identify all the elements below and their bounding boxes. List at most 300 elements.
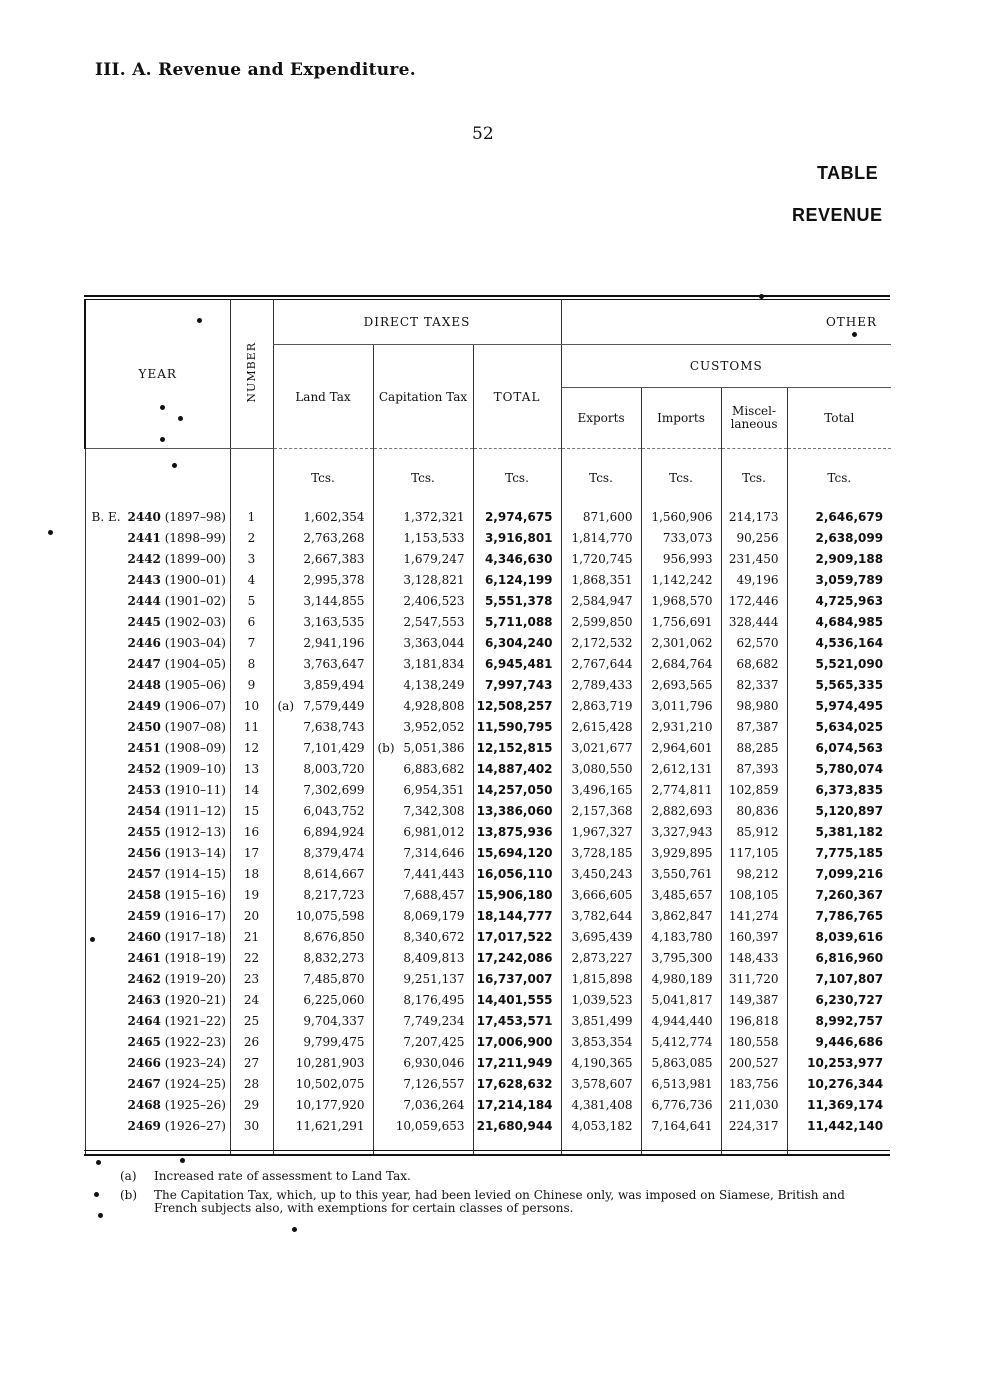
land-tax-value: 2,667,383: [303, 551, 365, 566]
unit-label: Tcs.: [373, 450, 473, 506]
buddhist-era-year: 2444: [127, 593, 161, 608]
miscellaneous-cell: 85,912: [721, 821, 787, 842]
capitation-tax-cell: [373, 569, 473, 590]
land-tax-value: 8,217,723: [303, 887, 365, 902]
land-tax-cell: [273, 737, 373, 758]
buddhist-era-year: 2469: [127, 1118, 161, 1133]
capitation-tax-cell: [373, 884, 473, 905]
top-rule: [84, 295, 890, 297]
direct-total-cell: 7,997,743: [473, 674, 561, 695]
direct-taxes-header: DIRECT TAXES: [273, 300, 561, 345]
land-tax-value: 2,995,378: [303, 572, 365, 587]
row-number: 15: [230, 800, 273, 821]
land-tax-cell: [273, 569, 373, 590]
land-tax-cell: [273, 506, 373, 527]
year-cell: [85, 527, 230, 548]
capitation-tax-value: 8,176,495: [403, 992, 465, 1007]
year-cell: [85, 842, 230, 863]
exports-cell: 4,053,182: [561, 1115, 641, 1136]
exports-cell: 3,782,644: [561, 905, 641, 926]
customs-total-cell: 7,775,185: [787, 842, 891, 863]
exports-cell: 2,584,947: [561, 590, 641, 611]
direct-total-cell: 12,152,815: [473, 737, 561, 758]
direct-total-cell: 17,017,522: [473, 926, 561, 947]
miscellaneous-cell: 82,337: [721, 674, 787, 695]
common-era-years: (1900–01): [164, 572, 226, 587]
capitation-tax-value: 8,069,179: [403, 908, 465, 923]
imports-cell: 1,968,570: [641, 590, 721, 611]
capitation-tax-cell: [373, 1010, 473, 1031]
customs-total-cell: 5,521,090: [787, 653, 891, 674]
exports-cell: 2,873,227: [561, 947, 641, 968]
row-number: 24: [230, 989, 273, 1010]
customs-total-cell: 7,786,765: [787, 905, 891, 926]
buddhist-era-year: 2460: [127, 929, 161, 944]
row-number: 16: [230, 821, 273, 842]
imports-cell: 2,964,601: [641, 737, 721, 758]
customs-total-header: Total: [787, 388, 891, 449]
imports-cell: 1,756,691: [641, 611, 721, 632]
buddhist-era-year: 2451: [127, 740, 161, 755]
land-tax-value: 8,379,474: [303, 845, 365, 860]
customs-header: CUSTOMS: [561, 345, 891, 388]
buddhist-era-year: 2468: [127, 1097, 161, 1112]
common-era-years: (1917–18): [164, 929, 226, 944]
page-number: 52: [472, 124, 494, 144]
exports-cell: 3,578,607: [561, 1073, 641, 1094]
buddhist-era-year: 2452: [127, 761, 161, 776]
buddhist-era-year: 2445: [127, 614, 161, 629]
land-tax-value: 7,101,429: [303, 740, 365, 755]
imports-cell: 3,327,943: [641, 821, 721, 842]
land-tax-cell: [273, 1052, 373, 1073]
year-cell: [85, 1115, 230, 1136]
buddhist-era-year: 2461: [127, 950, 161, 965]
direct-total-cell: 14,257,050: [473, 779, 561, 800]
land-tax-cell: [273, 611, 373, 632]
capitation-tax-value: 6,981,012: [403, 824, 465, 839]
customs-total-cell: 2,646,679: [787, 506, 891, 527]
exports-cell: 3,666,605: [561, 884, 641, 905]
year-cell: [85, 569, 230, 590]
capitation-tax-value: 3,181,834: [403, 656, 465, 671]
miscellaneous-cell: 211,030: [721, 1094, 787, 1115]
imports-cell: 5,863,085: [641, 1052, 721, 1073]
table-row: [85, 905, 891, 926]
imports-cell: 5,412,774: [641, 1031, 721, 1052]
capitation-tax-value: 8,409,813: [403, 950, 465, 965]
customs-total-cell: 5,634,025: [787, 716, 891, 737]
year-cell: [85, 653, 230, 674]
capitation-tax-header: Capitation Tax: [373, 345, 473, 449]
row-number: 9: [230, 674, 273, 695]
table-row: [85, 800, 891, 821]
common-era-years: (1914–15): [164, 866, 226, 881]
buddhist-era-year: 2441: [127, 530, 161, 545]
capitation-tax-cell: [373, 1052, 473, 1073]
exports-cell: 4,190,365: [561, 1052, 641, 1073]
land-tax-cell: [273, 548, 373, 569]
direct-total-cell: 17,628,632: [473, 1073, 561, 1094]
row-number: 1: [230, 506, 273, 527]
common-era-years: (1909–10): [164, 761, 226, 776]
capitation-tax-cell: [373, 863, 473, 884]
row-number: 3: [230, 548, 273, 569]
imports-cell: 3,485,657: [641, 884, 721, 905]
common-era-years: (1906–07): [164, 698, 226, 713]
imports-cell: 3,929,895: [641, 842, 721, 863]
land-tax-cell: [273, 905, 373, 926]
customs-total-cell: 6,230,727: [787, 989, 891, 1010]
year-cell: [85, 590, 230, 611]
direct-total-cell: 6,945,481: [473, 653, 561, 674]
buddhist-era-year: 2454: [127, 803, 161, 818]
customs-total-cell: 7,260,367: [787, 884, 891, 905]
common-era-years: (1926–27): [164, 1118, 226, 1133]
exports-cell: 2,789,433: [561, 674, 641, 695]
row-number: 29: [230, 1094, 273, 1115]
exports-cell: 2,157,368: [561, 800, 641, 821]
imports-cell: 6,776,736: [641, 1094, 721, 1115]
year-cell: [85, 968, 230, 989]
capitation-tax-value: 2,406,523: [403, 593, 465, 608]
miscellaneous-cell: 87,387: [721, 716, 787, 737]
buddhist-era-year: 2448: [127, 677, 161, 692]
common-era-years: (1905–06): [164, 677, 226, 692]
capitation-tax-value: 6,883,682: [403, 761, 465, 776]
row-number: 14: [230, 779, 273, 800]
table-row: [85, 527, 891, 548]
customs-total-cell: 6,373,835: [787, 779, 891, 800]
miscellaneous-cell: 49,196: [721, 569, 787, 590]
exports-cell: 3,728,185: [561, 842, 641, 863]
capitation-tax-cell: [373, 989, 473, 1010]
capitation-tax-cell: [373, 1031, 473, 1052]
buddhist-era-year: 2457: [127, 866, 161, 881]
year-cell: [85, 695, 230, 716]
land-tax-cell: [273, 884, 373, 905]
direct-total-cell: 13,875,936: [473, 821, 561, 842]
land-tax-value: 2,763,268: [303, 530, 365, 545]
year-cell: [85, 821, 230, 842]
imports-cell: 3,011,796: [641, 695, 721, 716]
common-era-years: (1897–98): [164, 509, 226, 524]
capitation-tax-value: 4,138,249: [403, 677, 465, 692]
exports-cell: 2,599,850: [561, 611, 641, 632]
land-tax-cell: [273, 1094, 373, 1115]
land-tax-cell: [273, 716, 373, 737]
miscellaneous-cell: 328,444: [721, 611, 787, 632]
common-era-years: (1904–05): [164, 656, 226, 671]
exports-cell: 3,496,165: [561, 779, 641, 800]
direct-total-header: TOTAL: [473, 345, 561, 449]
capitation-tax-cell: [373, 1115, 473, 1136]
unit-label: Tcs.: [561, 450, 641, 506]
capitation-tax-cell: [373, 947, 473, 968]
scan-speck: [178, 416, 183, 421]
exports-cell: 1,815,898: [561, 968, 641, 989]
row-number: 20: [230, 905, 273, 926]
row-number: 25: [230, 1010, 273, 1031]
capitation-tax-cell: [373, 1094, 473, 1115]
table-row: [85, 1052, 891, 1073]
table-row: [85, 548, 891, 569]
capitation-tax-value: 7,342,308: [403, 803, 465, 818]
row-number: 26: [230, 1031, 273, 1052]
land-tax-cell: [273, 695, 373, 716]
land-tax-cell: [273, 1031, 373, 1052]
unit-label: Tcs.: [273, 450, 373, 506]
land-tax-value: 7,579,449: [303, 698, 365, 713]
table-row: [85, 674, 891, 695]
capitation-tax-cell: [373, 653, 473, 674]
land-tax-value: 6,894,924: [303, 824, 365, 839]
row-number: 27: [230, 1052, 273, 1073]
customs-total-cell: 5,565,335: [787, 674, 891, 695]
scan-speck: [90, 937, 95, 942]
scan-speck: [759, 294, 764, 299]
land-tax-value: 2,941,196: [303, 635, 365, 650]
land-tax-value: 8,832,273: [303, 950, 365, 965]
exports-cell: 2,172,532: [561, 632, 641, 653]
year-cell: [85, 506, 230, 527]
direct-total-cell: 4,346,630: [473, 548, 561, 569]
miscellaneous-cell: 231,450: [721, 548, 787, 569]
land-tax-cell: [273, 800, 373, 821]
common-era-years: (1916–17): [164, 908, 226, 923]
table-row: [85, 989, 891, 1010]
direct-total-cell: 16,737,007: [473, 968, 561, 989]
year-cell: [85, 737, 230, 758]
common-era-years: (1910–11): [164, 782, 226, 797]
miscellaneous-cell: 88,285: [721, 737, 787, 758]
land-tax-cell: [273, 1115, 373, 1136]
number-header: [230, 300, 273, 449]
table-row: [85, 1031, 891, 1052]
miscellaneous-cell: 80,836: [721, 800, 787, 821]
capitation-tax-value: 8,340,672: [403, 929, 465, 944]
direct-total-cell: 13,386,060: [473, 800, 561, 821]
customs-total-cell: 2,638,099: [787, 527, 891, 548]
row-number: 17: [230, 842, 273, 863]
customs-total-cell: 4,536,164: [787, 632, 891, 653]
direct-total-cell: 15,694,120: [473, 842, 561, 863]
row-number: 22: [230, 947, 273, 968]
buddhist-era-year: 2450: [127, 719, 161, 734]
row-number: 21: [230, 926, 273, 947]
capitation-tax-value: 1,372,321: [403, 509, 465, 524]
capitation-tax-cell: [373, 968, 473, 989]
scan-speck: [172, 463, 177, 468]
table-row: [85, 695, 891, 716]
table-row: [85, 947, 891, 968]
units-row: [85, 450, 891, 506]
capitation-tax-value: 1,679,247: [403, 551, 465, 566]
footnote-mark: (a): [120, 1169, 137, 1183]
era-prefix: B. E.: [91, 509, 121, 524]
scan-speck: [94, 1192, 99, 1197]
section-title: III. A. Revenue and Expenditure.: [95, 60, 416, 80]
footnote-ref: (a): [277, 698, 295, 713]
capitation-tax-value: 7,688,457: [403, 887, 465, 902]
table-row: [85, 716, 891, 737]
buddhist-era-year: 2458: [127, 887, 161, 902]
capitation-tax-value: 5,051,386: [403, 740, 465, 755]
capitation-tax-cell: [373, 779, 473, 800]
imports-cell: 956,993: [641, 548, 721, 569]
customs-total-cell: 11,442,140: [787, 1115, 891, 1136]
common-era-years: (1899–00): [164, 551, 226, 566]
buddhist-era-year: 2447: [127, 656, 161, 671]
footnote-b: [120, 1189, 890, 1215]
capitation-tax-value: 1,153,533: [403, 530, 465, 545]
exports-header: Exports: [561, 388, 641, 449]
miscellaneous-cell: 149,387: [721, 989, 787, 1010]
miscellaneous-cell: 148,433: [721, 947, 787, 968]
table-row: [85, 632, 891, 653]
capitation-tax-cell: [373, 1073, 473, 1094]
common-era-years: (1902–03): [164, 614, 226, 629]
capitation-tax-value: 9,251,137: [403, 971, 465, 986]
capitation-tax-cell: [373, 926, 473, 947]
miscellaneous-cell: 141,274: [721, 905, 787, 926]
capitation-tax-cell: [373, 527, 473, 548]
exports-cell: 3,695,439: [561, 926, 641, 947]
land-tax-header: Land Tax: [273, 345, 373, 449]
year-cell: [85, 926, 230, 947]
land-tax-cell: [273, 527, 373, 548]
miscellaneous-cell: 90,256: [721, 527, 787, 548]
capitation-tax-cell: [373, 737, 473, 758]
exports-cell: 3,853,354: [561, 1031, 641, 1052]
scan-speck: [96, 1160, 101, 1165]
customs-total-cell: 6,816,960: [787, 947, 891, 968]
land-tax-cell: [273, 842, 373, 863]
miscellaneous-header: Miscel-laneous: [721, 388, 787, 449]
customs-total-cell: 4,725,963: [787, 590, 891, 611]
row-number: 8: [230, 653, 273, 674]
direct-total-cell: 17,214,184: [473, 1094, 561, 1115]
row-number: 5: [230, 590, 273, 611]
land-tax-cell: [273, 1010, 373, 1031]
footnote-text: The Capitation Tax, which, up to this year, had been levied on Chinese only, was imposed on Siamese, British and French subjects also, with exemptions for certain classes of persons.: [154, 1188, 845, 1215]
table-row: [85, 737, 891, 758]
customs-total-cell: 5,780,074: [787, 758, 891, 779]
imports-cell: 7,164,641: [641, 1115, 721, 1136]
capitation-tax-cell: [373, 842, 473, 863]
row-number: 4: [230, 569, 273, 590]
miscellaneous-cell: 224,317: [721, 1115, 787, 1136]
common-era-years: (1918–19): [164, 950, 226, 965]
land-tax-cell: [273, 926, 373, 947]
exports-cell: 1,039,523: [561, 989, 641, 1010]
buddhist-era-year: 2464: [127, 1013, 161, 1028]
imports-cell: 2,774,811: [641, 779, 721, 800]
imports-cell: 2,301,062: [641, 632, 721, 653]
land-tax-cell: [273, 1073, 373, 1094]
customs-total-cell: 6,074,563: [787, 737, 891, 758]
land-tax-cell: [273, 968, 373, 989]
miscellaneous-cell: 172,446: [721, 590, 787, 611]
capitation-tax-cell: [373, 674, 473, 695]
land-tax-value: 10,177,920: [295, 1097, 365, 1112]
scan-speck: [48, 530, 53, 535]
footnotes: [120, 1170, 890, 1221]
direct-total-cell: 15,906,180: [473, 884, 561, 905]
year-cell: [85, 548, 230, 569]
imports-cell: 2,693,565: [641, 674, 721, 695]
exports-cell: 2,767,644: [561, 653, 641, 674]
table-row: [85, 1010, 891, 1031]
miscellaneous-cell: 62,570: [721, 632, 787, 653]
direct-total-cell: 3,916,801: [473, 527, 561, 548]
direct-total-cell: 14,401,555: [473, 989, 561, 1010]
imports-cell: 2,684,764: [641, 653, 721, 674]
unit-label: Tcs.: [721, 450, 787, 506]
customs-total-cell: 4,684,985: [787, 611, 891, 632]
direct-total-cell: 6,124,199: [473, 569, 561, 590]
unit-label: Tcs.: [641, 450, 721, 506]
year-cell: [85, 758, 230, 779]
miscellaneous-cell: 160,397: [721, 926, 787, 947]
land-tax-cell: [273, 674, 373, 695]
footnote-mark: (b): [120, 1188, 138, 1202]
customs-total-cell: 7,107,807: [787, 968, 891, 989]
direct-total-cell: 11,590,795: [473, 716, 561, 737]
miscellaneous-cell: 196,818: [721, 1010, 787, 1031]
land-tax-cell: [273, 758, 373, 779]
land-tax-cell: [273, 653, 373, 674]
land-tax-value: 3,163,535: [303, 614, 365, 629]
imports-cell: 5,041,817: [641, 989, 721, 1010]
land-tax-value: 8,003,720: [303, 761, 365, 776]
common-era-years: (1919–20): [164, 971, 226, 986]
capitation-tax-value: 7,441,443: [403, 866, 465, 881]
buddhist-era-year: 2463: [127, 992, 161, 1007]
land-tax-cell: [273, 947, 373, 968]
capitation-tax-value: 6,930,046: [403, 1055, 465, 1070]
land-tax-value: 10,281,903: [295, 1055, 365, 1070]
land-tax-cell: [273, 821, 373, 842]
buddhist-era-year: 2455: [127, 824, 161, 839]
imports-cell: 6,513,981: [641, 1073, 721, 1094]
customs-total-cell: 10,253,977: [787, 1052, 891, 1073]
table-row: [85, 506, 891, 527]
table-row: [85, 590, 891, 611]
miscellaneous-cell: 68,682: [721, 653, 787, 674]
direct-total-cell: 6,304,240: [473, 632, 561, 653]
land-tax-value: 1,602,354: [303, 509, 365, 524]
land-tax-value: 9,799,475: [303, 1034, 365, 1049]
land-tax-value: 11,621,291: [295, 1118, 365, 1133]
footnote-ref: (b): [377, 740, 395, 755]
exports-cell: 3,021,677: [561, 737, 641, 758]
miscellaneous-cell: 117,105: [721, 842, 787, 863]
imports-cell: 2,882,693: [641, 800, 721, 821]
table-row: [85, 842, 891, 863]
miscellaneous-cell: 214,173: [721, 506, 787, 527]
buddhist-era-year: 2456: [127, 845, 161, 860]
common-era-years: (1903–04): [164, 635, 226, 650]
direct-total-cell: 21,680,944: [473, 1115, 561, 1136]
capitation-tax-value: 7,036,264: [403, 1097, 465, 1112]
table-row: [85, 779, 891, 800]
imports-cell: 4,183,780: [641, 926, 721, 947]
table-row: [85, 821, 891, 842]
imports-cell: 2,612,131: [641, 758, 721, 779]
direct-total-cell: 5,711,088: [473, 611, 561, 632]
capitation-tax-value: 7,207,425: [403, 1034, 465, 1049]
